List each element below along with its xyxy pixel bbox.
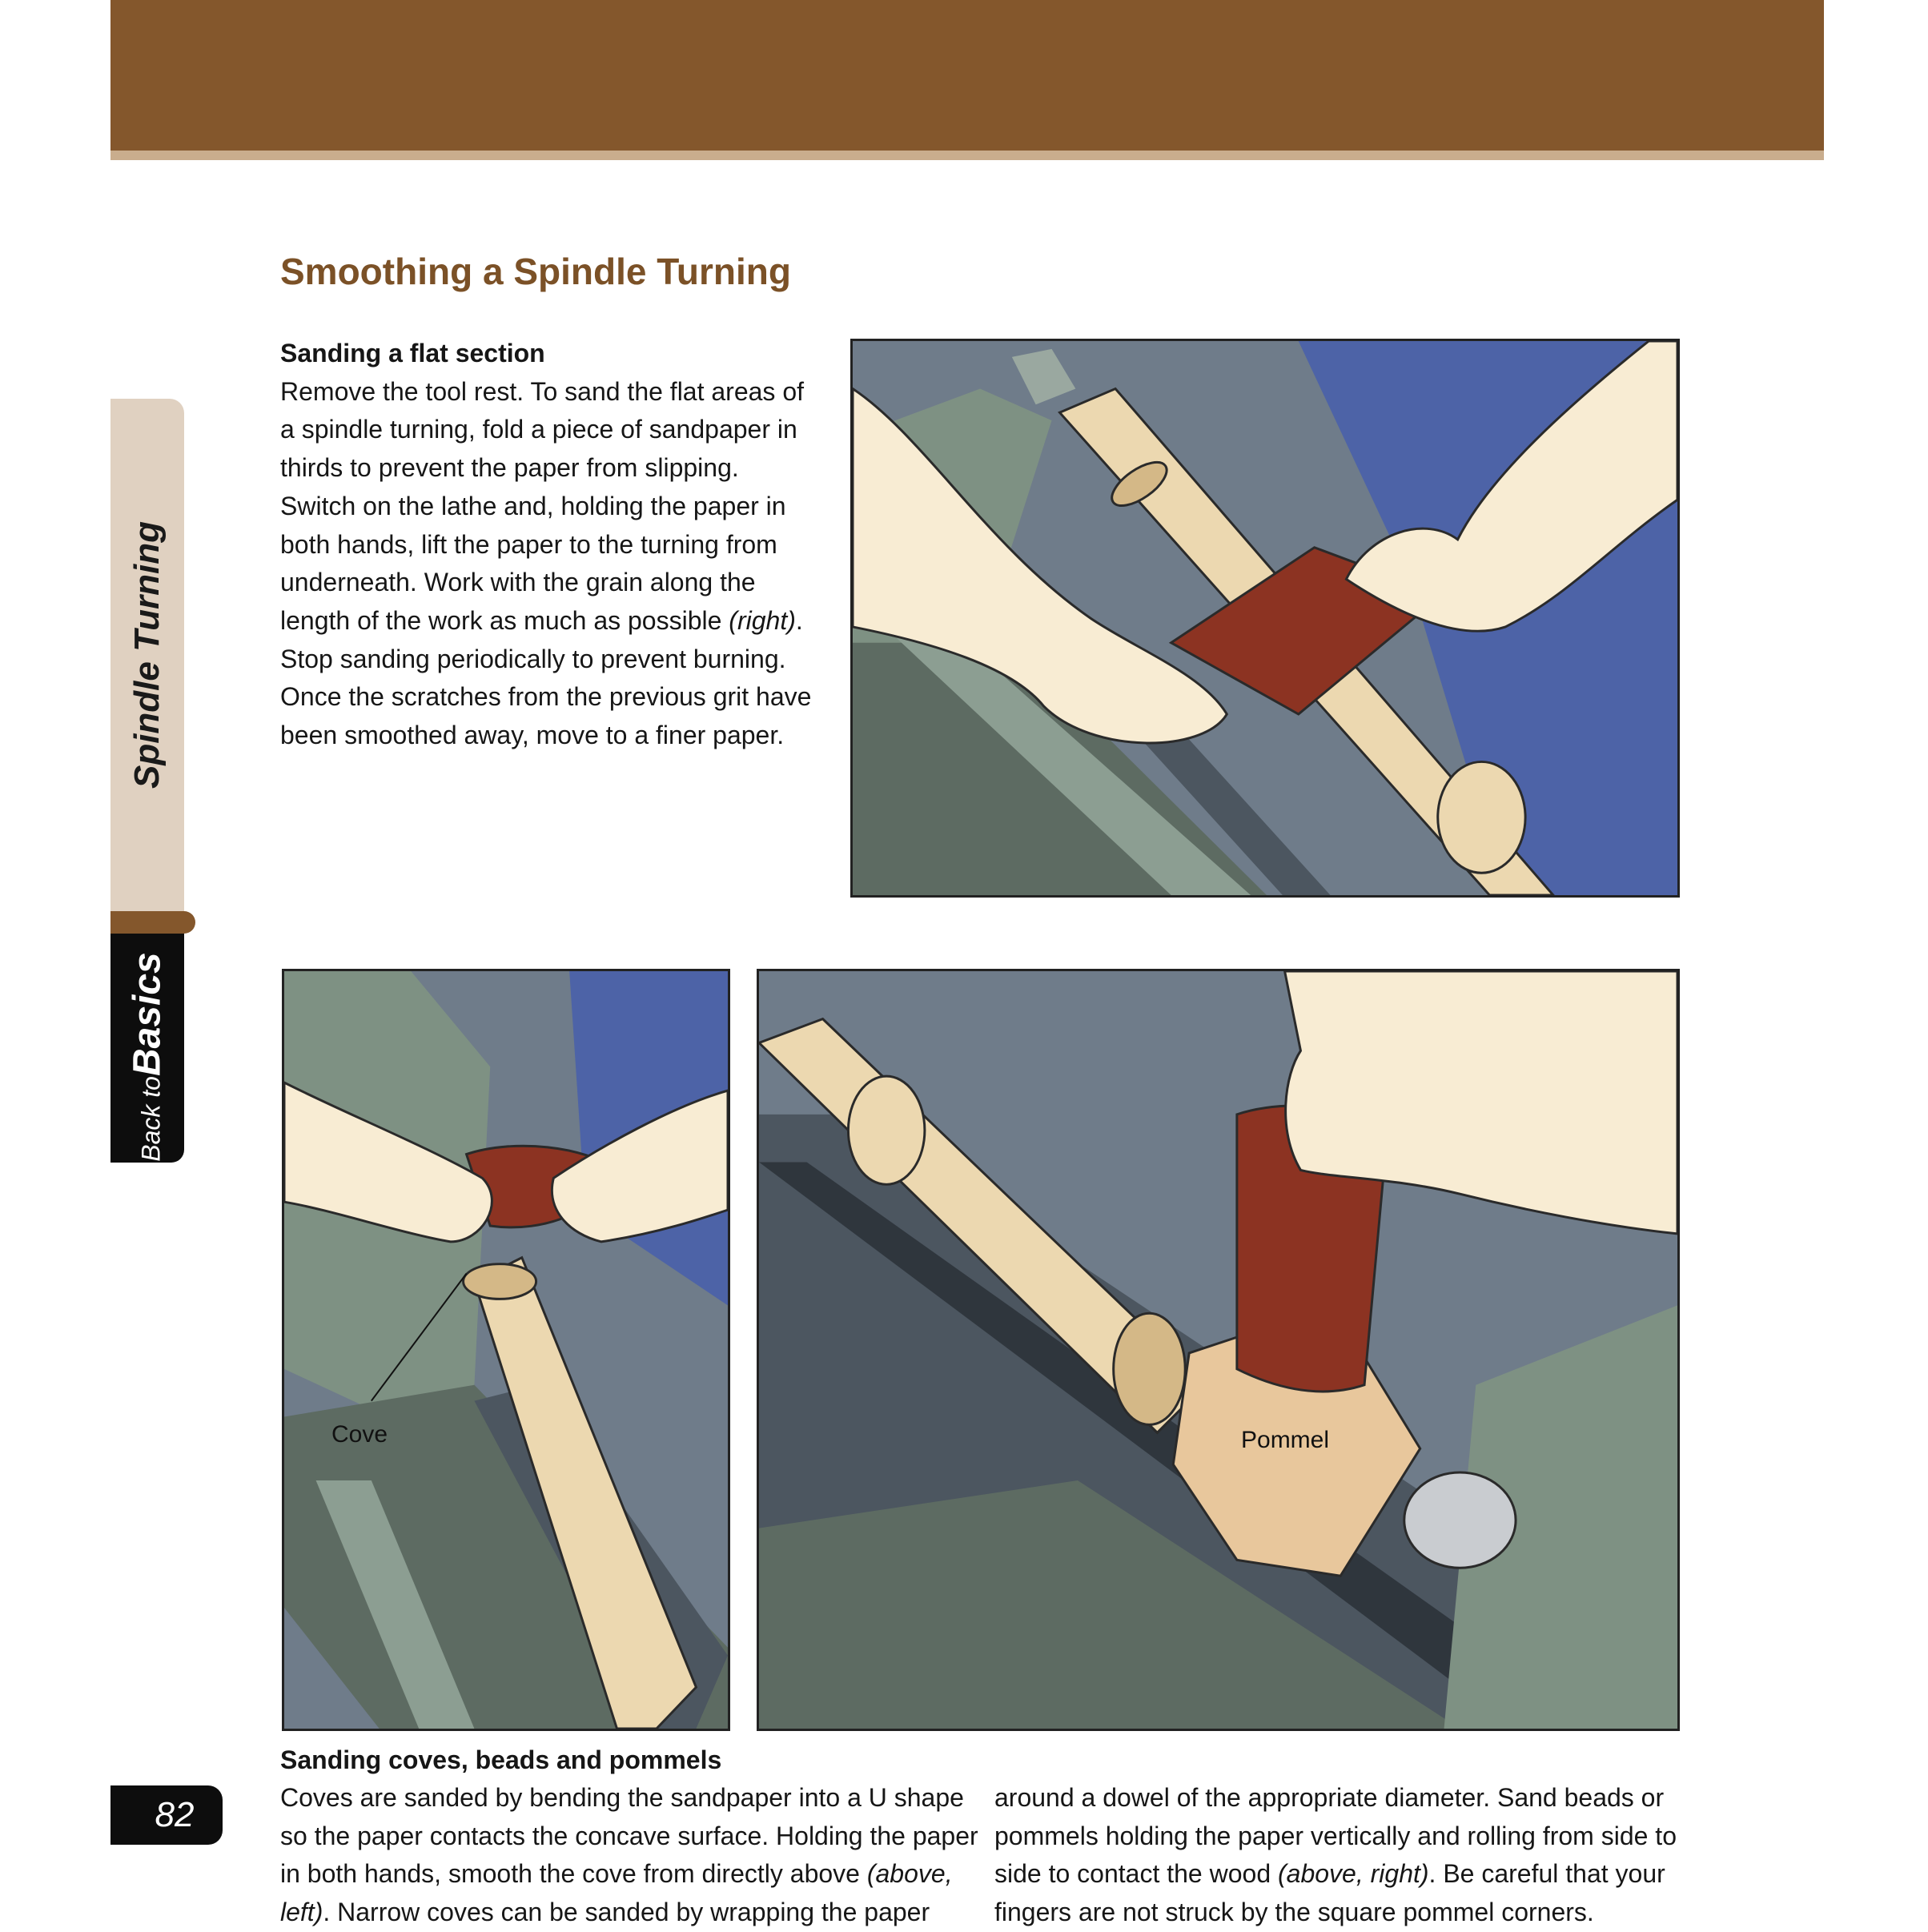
chapter-tab-accent — [110, 911, 195, 934]
flat-section-heading: Sanding a flat section — [280, 339, 545, 368]
figure-ref: (above, right) — [1278, 1859, 1429, 1889]
flat-section-body: Remove the tool rest. To sand the flat areas of a spindle turning, fold a piece of sandpaper in thirds to prevent the paper from slipping. Switch on the lathe and, holding the paper in both hands, lift the paper to the turning from underneath. Work with the grain along the length of the work as much as possible (right). Stop sanding periodically to prevent burning. Once the scratches from the previous grit have been smoothed away, move to a finer paper. — [280, 376, 812, 750]
page-number: 82 — [155, 1795, 195, 1834]
coves-section-heading: Sanding coves, beads and pommels — [280, 1745, 722, 1774]
section-title: Smoothing a Spindle Turning — [280, 251, 791, 292]
flat-section-illustration — [850, 339, 1680, 898]
brand-logo — [126, 952, 170, 1162]
header-rule — [110, 151, 1824, 160]
cove-illustration — [282, 969, 730, 1731]
brand-name: Basics — [126, 952, 169, 1077]
brand-prefix: Back to — [136, 1076, 166, 1162]
coves-section-column-2: around a dowel of the appropriate diameter. Sand beads or pommels holding the paper vertically and rolling from side to side to contact the wood (above, right). Be careful that your fingers are not struck by the square pommel corners. — [994, 1783, 1677, 1927]
chapter-tab-label: Spindle Turning — [127, 520, 167, 789]
coves-section-column-1: Coves are sanded by bending the sandpaper into a U shape so the paper contacts the concave surface. Holding the paper in both hands, smooth the cove from directly above (above, left). Narrow coves can be sanded by wrapping the paper — [280, 1783, 978, 1927]
pommel-illustration — [757, 969, 1680, 1731]
pommel-callout: Pommel — [1241, 1427, 1330, 1453]
figure-ref: (right) — [729, 605, 796, 635]
figure-ref: (above, left) — [280, 1859, 953, 1927]
header-band — [110, 0, 1824, 151]
cove-callout: Cove — [331, 1421, 388, 1448]
flat-section-text — [280, 335, 817, 755]
coves-section-heading-block — [280, 1741, 1081, 1780]
